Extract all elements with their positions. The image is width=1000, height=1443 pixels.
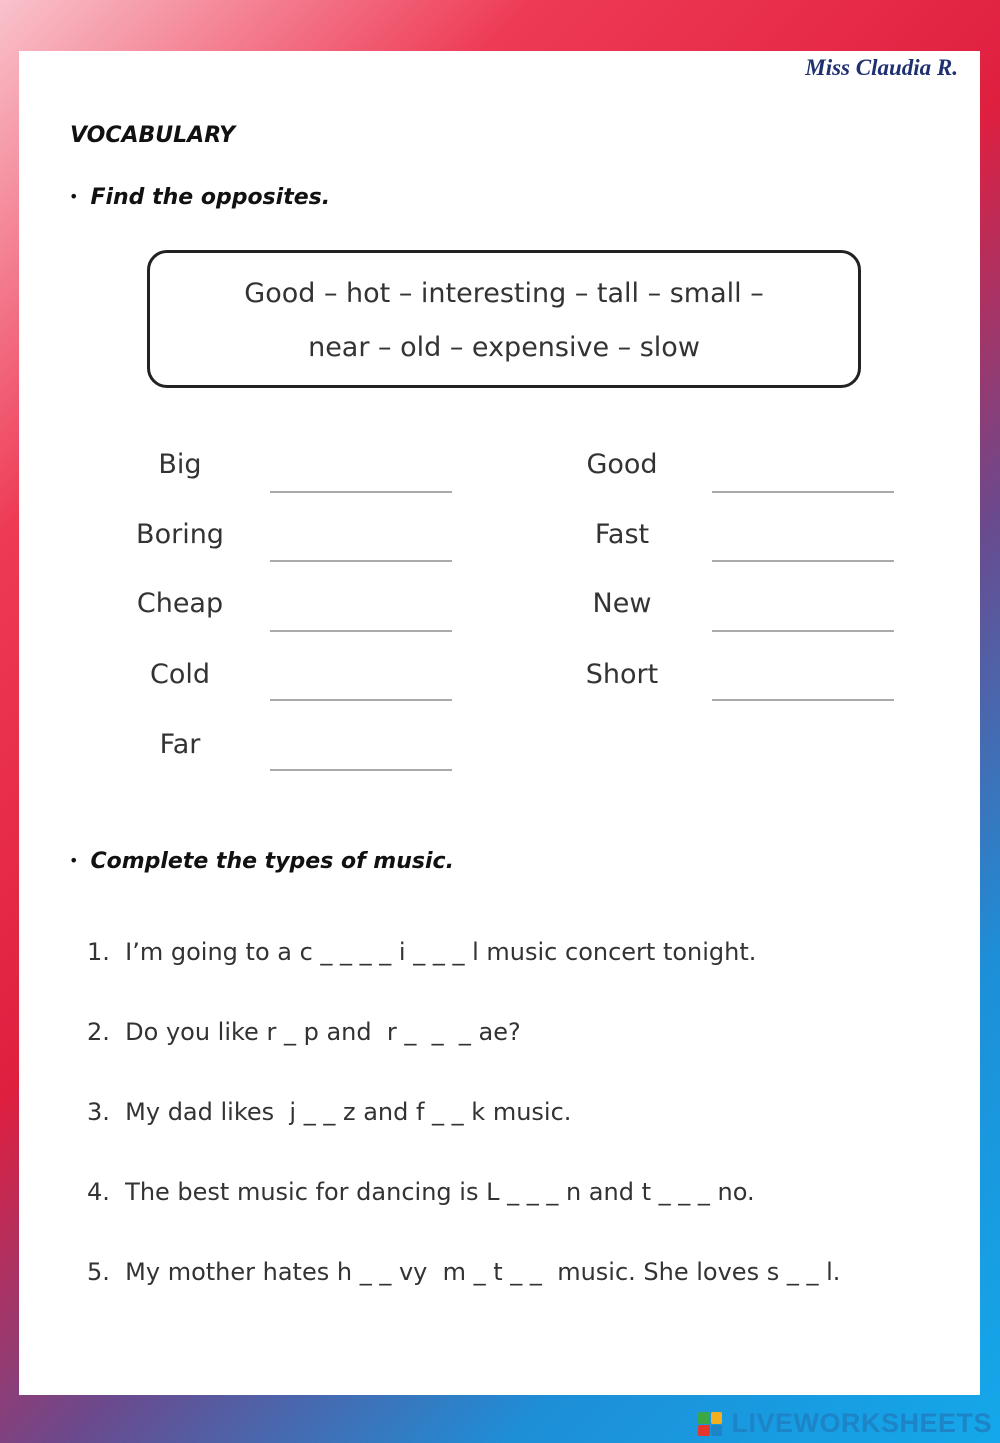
page-title: VOCABULARY	[70, 123, 236, 148]
bullet: •	[69, 187, 79, 206]
exercise-item-3: 3. My dad likes j _ _ z and f _ _ k music.	[87, 1098, 572, 1126]
worksheet-page	[19, 51, 980, 1395]
word-far: Far	[159, 729, 201, 760]
instruction-text: Find the opposites.	[90, 185, 331, 210]
answer-blank-new[interactable]	[712, 630, 894, 632]
answer-blank-cold[interactable]	[270, 699, 452, 701]
liveworksheets-logo-icon	[698, 1412, 722, 1436]
answer-blank-cheap[interactable]	[270, 630, 452, 632]
word-new: New	[592, 588, 652, 619]
answer-blank-big[interactable]	[270, 491, 452, 493]
logo-square	[698, 1425, 710, 1437]
exercise-item-5: 5. My mother hates h _ _ vy m _ t _ _ music. She loves s _ _ l.	[87, 1258, 841, 1286]
word-good: Good	[586, 449, 658, 480]
word-boring: Boring	[136, 519, 224, 550]
logo-square	[711, 1412, 723, 1424]
exercise-item-4: 4. The best music for dancing is L _ _ _ n and t _ _ _ no.	[87, 1178, 755, 1206]
word-cheap: Cheap	[136, 588, 224, 619]
word-big: Big	[158, 449, 202, 480]
exercise-item-2: 2. Do you like r _ p and r _ _ _ ae?	[87, 1018, 521, 1046]
instruction-opposites	[69, 185, 330, 210]
exercise-item-1: 1. I’m going to a c _ _ _ _ i _ _ _ l music concert tonight.	[87, 938, 757, 966]
bullet: •	[69, 851, 79, 870]
answer-blank-short[interactable]	[712, 699, 894, 701]
logo-square	[711, 1425, 723, 1437]
instruction-text: Complete the types of music.	[90, 849, 454, 874]
answer-blank-boring[interactable]	[270, 560, 452, 562]
word-bank-line: Good – hot – interesting – tall – small –	[244, 278, 764, 309]
word-short: Short	[585, 659, 659, 690]
answer-blank-far[interactable]	[270, 769, 452, 771]
word-bank-line: near – old – expensive – slow	[308, 332, 700, 363]
instruction-music	[69, 849, 454, 874]
brand-watermark: LIVEWORKSHEETS	[731, 1408, 992, 1438]
logo-square	[698, 1412, 710, 1424]
word-bank	[147, 250, 861, 388]
author-name: Miss Claudia R.	[805, 55, 958, 80]
answer-blank-fast[interactable]	[712, 560, 894, 562]
word-cold: Cold	[149, 659, 210, 690]
word-fast: Fast	[594, 519, 650, 550]
answer-blank-good[interactable]	[712, 491, 894, 493]
